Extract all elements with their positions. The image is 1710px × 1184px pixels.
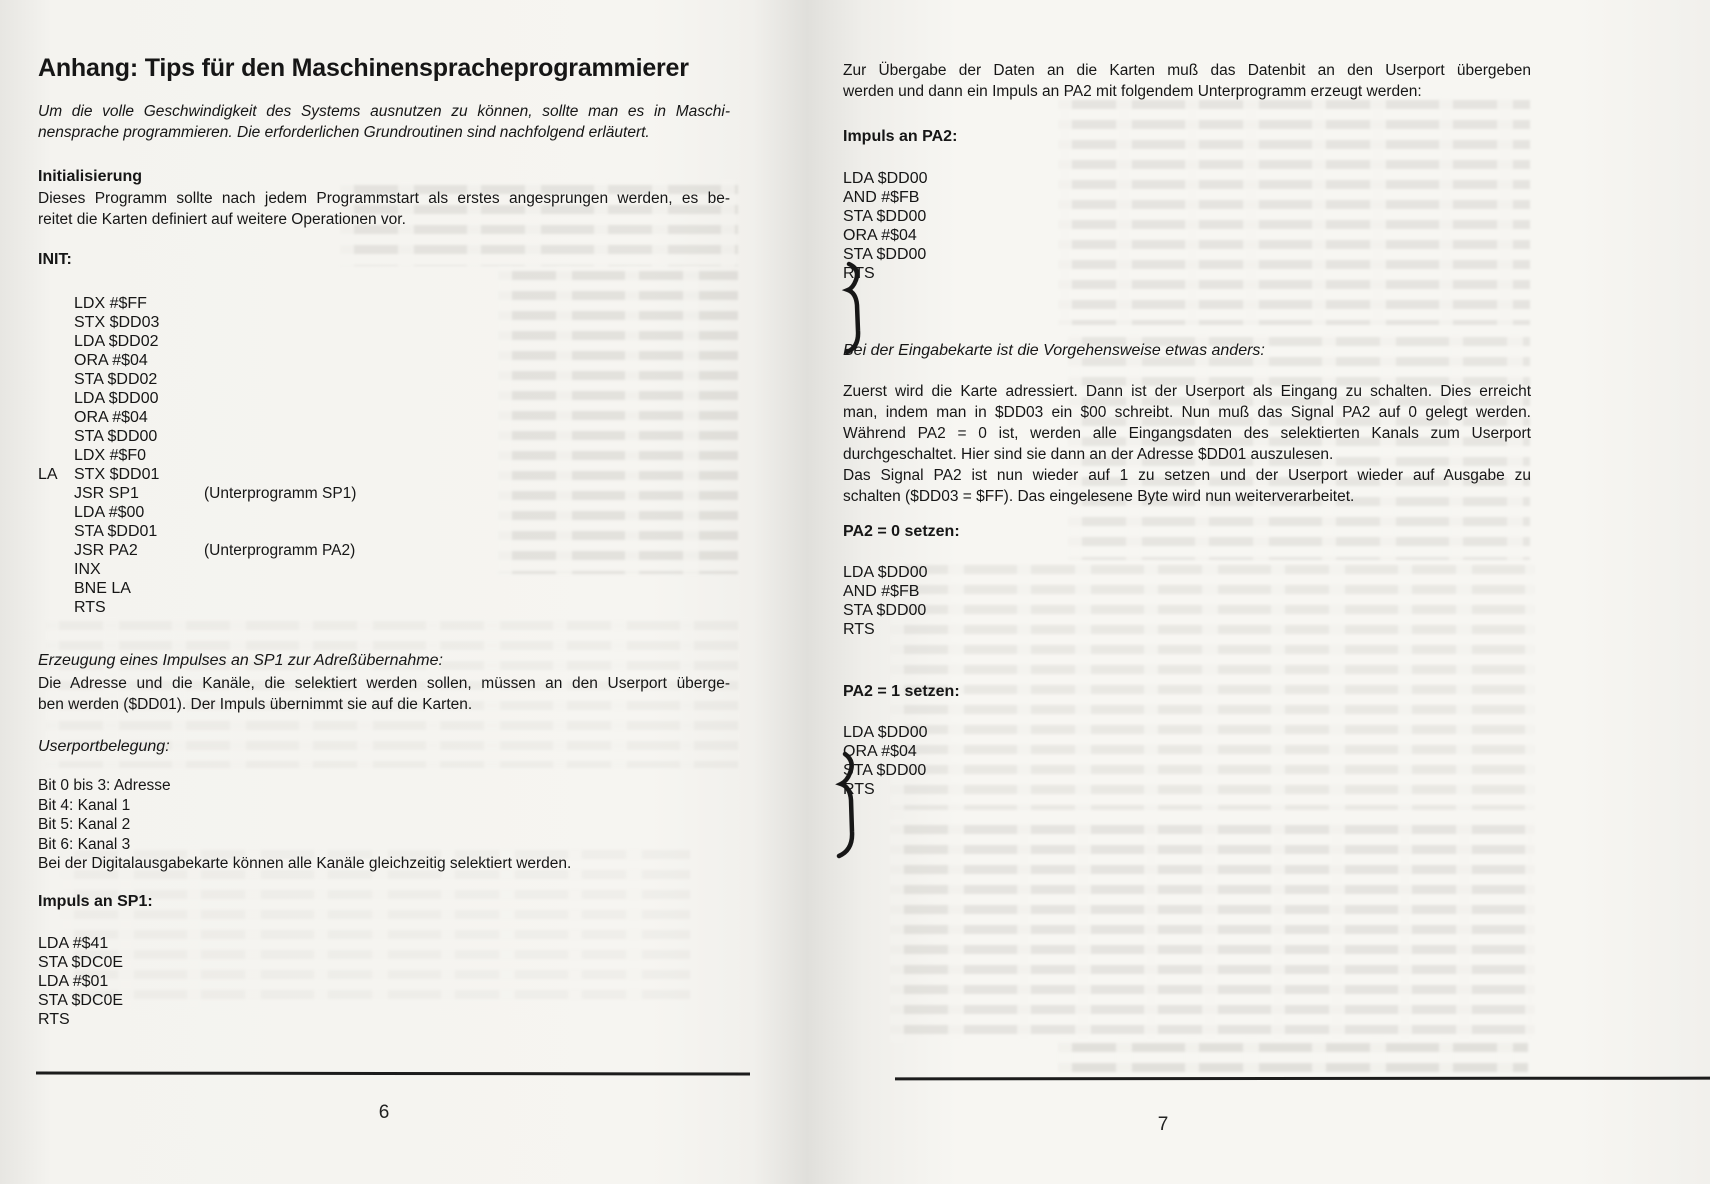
code-line: LDA $DD00: [843, 724, 928, 741]
code-comment: [204, 503, 730, 522]
code-line: LDA #$01: [38, 973, 109, 990]
code-label: [38, 560, 74, 579]
code-label: [38, 484, 74, 503]
impuls-sp1-heading: Impuls an SP1:: [38, 893, 153, 910]
code-line: STA $DD00: [843, 246, 927, 263]
code-line: ORA #$04: [843, 743, 917, 760]
code-text: ORA #$04: [74, 409, 148, 426]
list-item: Bit 6: Kanal 3: [38, 835, 131, 853]
code-text: LDX #$FF: [74, 295, 147, 312]
code-text: STA $DD02: [74, 371, 158, 388]
code-label: [38, 370, 74, 389]
init-code-block: [38, 294, 730, 617]
code-comment: [204, 522, 730, 541]
paragraph-line: man, indem man in $DD03 ein $00 schreibt. Nun muß das Signal PA2 auf 0 gelegt werden.: [843, 404, 1531, 421]
code-label: [38, 351, 74, 370]
paragraph-line: nensprache programmieren. Die erforderlichen Grundroutinen sind nachfolgend erläutert.: [38, 124, 650, 141]
initialisierung-paragraph: [38, 188, 730, 230]
code-line: [38, 389, 730, 408]
code-line: STA $DC0E: [38, 992, 124, 1009]
paragraph-line: Dieses Programm sollte nach jedem Programmstart als erstes angesprungen werden, es be-: [38, 190, 730, 207]
code-comment: [204, 389, 730, 408]
paragraph-line: Die Adresse und die Kanäle, die selektiert werden sollen, müssen an den Userport überge-: [38, 675, 730, 692]
code-comment: [204, 598, 730, 617]
footer-rule: [895, 1077, 1710, 1081]
code-comment: [204, 351, 730, 370]
pa2-0-heading: PA2 = 0 setzen:: [843, 523, 960, 540]
paragraph-line: Zur Übergabe der Daten an die Karten muß das Datenbit an den Userport übergeben: [843, 62, 1531, 79]
paragraph-line: Während PA2 = 0 ist, werden alle Eingangsdaten des selektierten Kanals zum Userport: [843, 425, 1531, 442]
paragraph-line: reitet die Karten definiert auf weitere Operationen vor.: [38, 211, 406, 228]
code-label: [38, 389, 74, 408]
code-comment: [204, 408, 730, 427]
code-text: STX $DD03: [74, 314, 160, 331]
code-text: JSR PA2: [74, 542, 138, 559]
code-label: [38, 503, 74, 522]
code-line: ORA #$04: [843, 227, 917, 244]
code-line: LDA $DD00: [843, 170, 928, 187]
code-line: [38, 522, 730, 541]
code-text: STA $DD01: [74, 523, 158, 540]
list-item: Bit 4: Kanal 1: [38, 796, 131, 814]
left-page: [38, 0, 730, 1184]
code-text: LDA $DD02: [74, 333, 159, 350]
code-comment: [204, 579, 730, 598]
page-title: Anhang: Tips für den Maschinenspracheprogrammierer: [38, 54, 689, 82]
code-comment: [204, 370, 730, 389]
list-item: Bei der Digitalausgabekarte können alle Kanäle gleichzeitig selektiert werden.: [38, 855, 572, 872]
code-line: RTS: [843, 621, 875, 638]
pa2-0-code-block: [843, 563, 1531, 639]
code-comment: [204, 560, 730, 579]
code-line: [38, 408, 730, 427]
pa2-code-block: [843, 169, 1531, 283]
code-comment: [204, 446, 730, 465]
code-label: [38, 579, 74, 598]
code-line: [38, 313, 730, 332]
code-label: [38, 313, 74, 332]
code-line: STA $DD00: [843, 762, 927, 779]
code-line: LDA #$41: [38, 935, 109, 952]
code-label: [38, 294, 74, 313]
code-label: [38, 522, 74, 541]
code-line: [38, 579, 730, 598]
code-text: LDA #$00: [74, 504, 145, 521]
list-item: Bit 0 bis 3: Adresse: [38, 777, 171, 794]
code-text: LDA $DD00: [74, 390, 159, 407]
right-page: [843, 0, 1531, 1184]
code-text: STX $DD01: [74, 466, 160, 483]
code-line: [38, 465, 730, 484]
code-comment: [204, 427, 730, 446]
paragraph-line: werden und dann ein Impuls an PA2 mit folgendem Unterprogramm erzeugt werden:: [843, 83, 1422, 100]
code-line: RTS: [843, 781, 875, 798]
code-line: STA $DC0E: [38, 954, 124, 971]
code-line: RTS: [843, 265, 875, 282]
data-transfer-paragraph: [843, 60, 1531, 102]
sp1-code-block: [38, 934, 730, 1029]
code-text: LDX #$F0: [74, 447, 147, 464]
code-label: [38, 598, 74, 617]
code-comment: (Unterprogramm PA2): [204, 542, 356, 559]
sp1-transfer-paragraph: [38, 673, 730, 715]
code-text: JSR SP1: [74, 485, 139, 502]
paragraph-line: Um die volle Geschwindigkeit des Systems ausnutzen zu können, sollte man es in Maschi-: [38, 103, 730, 120]
eingabekarte-paragraph: [843, 381, 1531, 465]
code-line: [38, 598, 730, 617]
impuls-pa2-heading: Impuls an PA2:: [843, 128, 958, 145]
code-comment: [204, 313, 730, 332]
paragraph-line: ben werden ($DD01). Der Impuls übernimmt sie auf die Karten.: [38, 696, 473, 713]
code-label: [38, 446, 74, 465]
userport-heading: Userportbelegung:: [38, 738, 170, 755]
code-line: LDA $DD00: [843, 564, 928, 581]
paragraph-line: durchgeschaltet. Hier sind sie dann an der Adresse $DD01 auszulesen.: [843, 446, 1334, 463]
code-comment: [204, 294, 730, 313]
code-line: [38, 560, 730, 579]
code-line: RTS: [38, 1011, 70, 1028]
eingabekarte-paragraph: [843, 465, 1531, 507]
code-comment: [204, 332, 730, 351]
code-line: [38, 351, 730, 370]
code-line: [38, 427, 730, 446]
code-comment: [204, 465, 730, 484]
list-item: Bit 5: Kanal 2: [38, 816, 131, 833]
pa2-1-code-block: [843, 723, 1531, 799]
code-label: [38, 427, 74, 446]
code-line: AND #$FB: [843, 189, 920, 206]
code-text: INX: [74, 561, 101, 578]
page-number: 7: [1157, 1114, 1169, 1135]
code-text: RTS: [74, 599, 106, 616]
pa2-1-heading: PA2 = 1 setzen:: [843, 683, 960, 700]
code-text: BNE LA: [74, 580, 131, 597]
code-line: [38, 370, 730, 389]
paragraph-line: Das Signal PA2 ist nun wieder auf 1 zu setzen und der Userport wieder auf Ausgabe zu: [843, 467, 1531, 484]
code-label: [38, 332, 74, 351]
code-line: STA $DD00: [843, 208, 927, 225]
code-line: [38, 446, 730, 465]
code-comment: (Unterprogramm SP1): [204, 485, 357, 502]
code-line: [38, 484, 730, 503]
initialisierung-heading: Initialisierung: [38, 168, 143, 185]
page-number: 6: [378, 1102, 390, 1123]
code-line: [38, 332, 730, 351]
code-label: LA: [38, 466, 58, 483]
code-label: [38, 541, 74, 560]
init-label: INIT:: [38, 251, 72, 268]
intro-paragraph: [38, 101, 730, 143]
code-line: [38, 503, 730, 522]
code-line: [38, 294, 730, 313]
code-line: AND #$FB: [843, 583, 920, 600]
code-line: [38, 541, 730, 560]
paragraph-line: schalten ($DD03 = $FF). Das eingelesene Byte wird nun weiterverarbeitet.: [843, 488, 1355, 505]
paragraph-line: Zuerst wird die Karte adressiert. Dann ist der Userport als Eingang zu schalten. Dies erreicht: [843, 383, 1531, 400]
code-label: [38, 408, 74, 427]
code-line: STA $DD00: [843, 602, 927, 619]
code-text: STA $DD00: [74, 428, 158, 445]
sp1-transfer-heading: Erzeugung eines Impulses an SP1 zur Adreßübernahme:: [38, 652, 443, 669]
eingabekarte-note: Bei der Eingabekarte ist die Vorgehensweise etwas anders:: [843, 342, 1265, 359]
code-text: ORA #$04: [74, 352, 148, 369]
userport-list: [38, 776, 730, 874]
